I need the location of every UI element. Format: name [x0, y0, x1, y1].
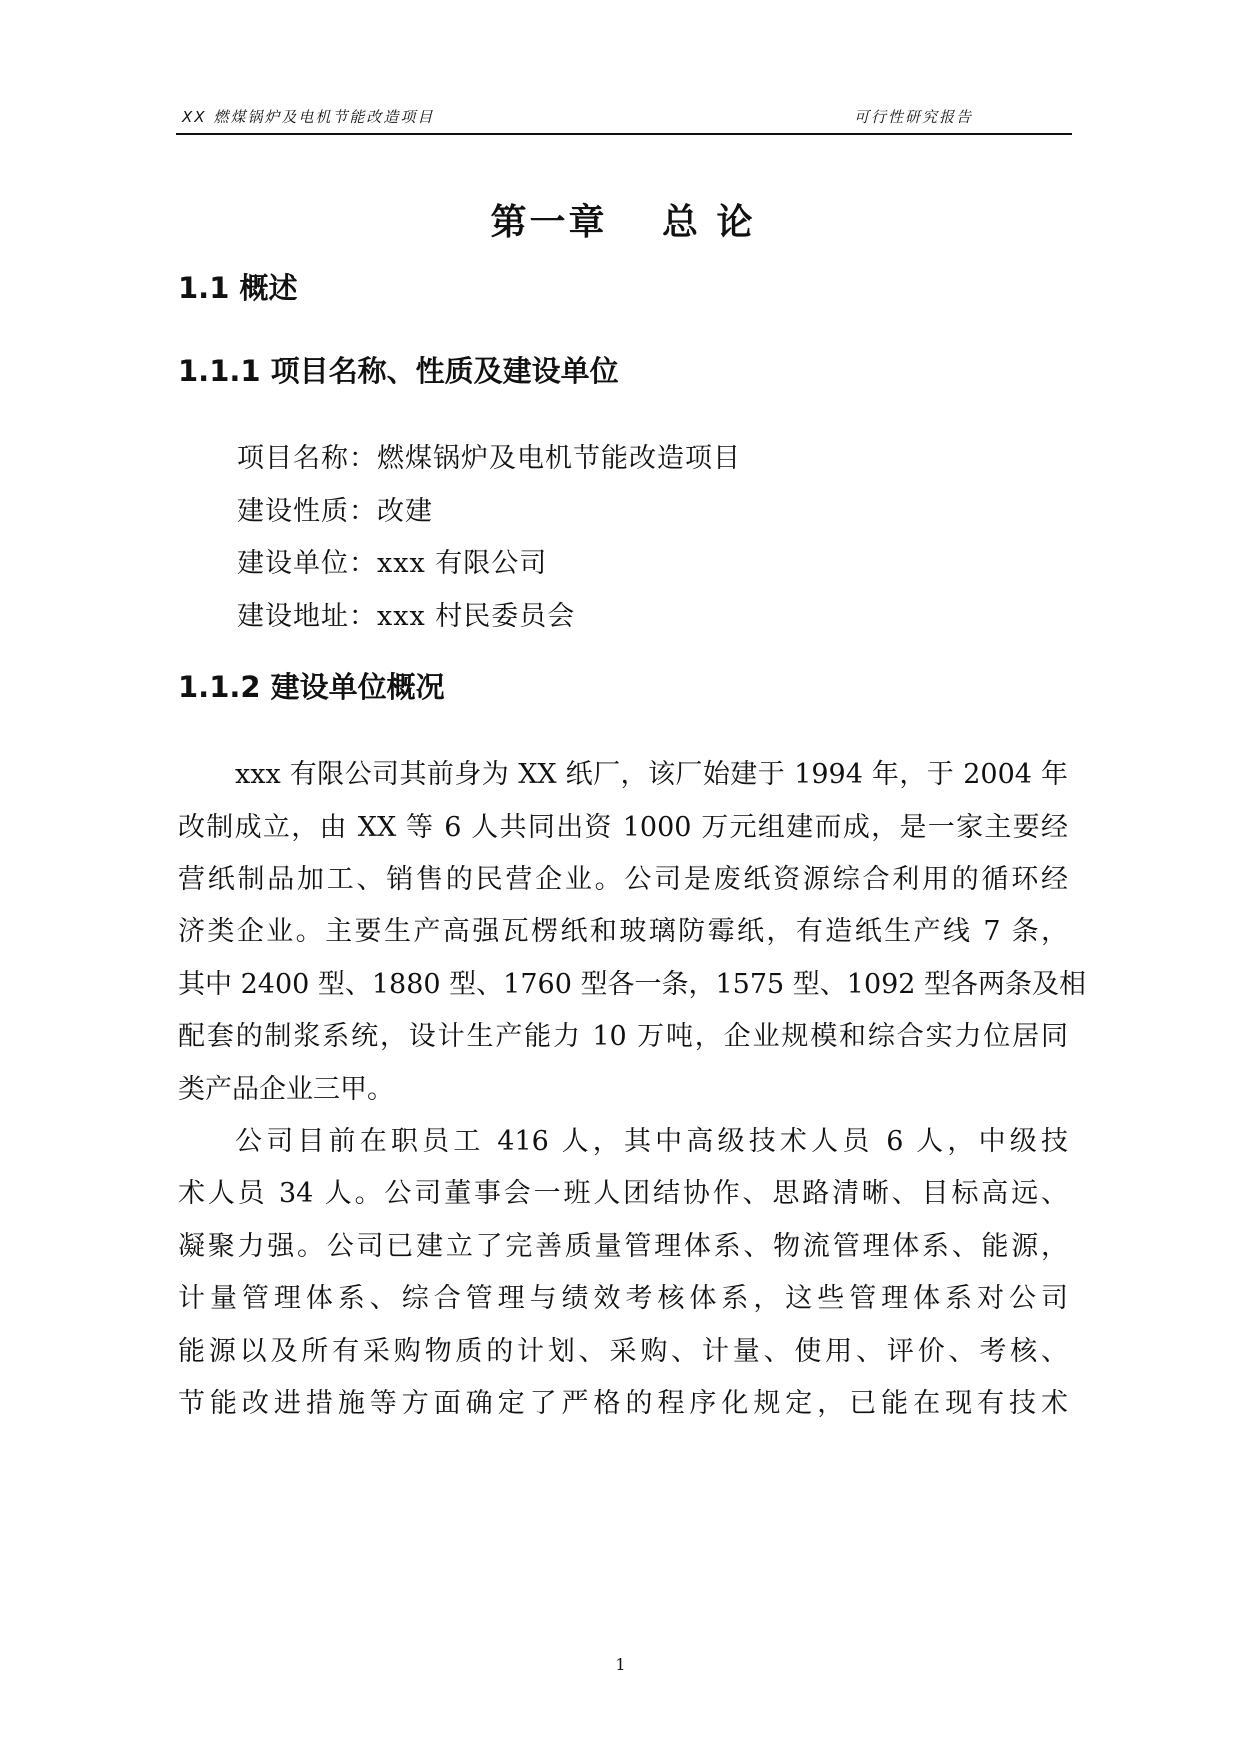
- chapter-title: 第一章 总 论: [490, 202, 756, 243]
- paragraph-line: 计量管理体系、综合管理与绩效考核体系，这些管理体系对公司: [178, 1283, 1068, 1314]
- paragraph-line: 其中 2400 型、1880 型、1760 型各一条，1575 型、1092 型各两条及相: [178, 969, 1087, 1000]
- header-divider: [176, 133, 1072, 135]
- paragraph-line: 济类企业。主要生产高强瓦楞纸和玻璃防霉纸，有造纸生产线 7 条，: [178, 916, 1068, 947]
- page-number: 1: [615, 1655, 626, 1674]
- field-construction-address: 建设地址：xxx 村民委员会: [237, 601, 576, 632]
- field-project-name: 项目名称：燃煤锅炉及电机节能改造项目: [237, 443, 741, 474]
- field-construction-type: 建设性质：改建: [237, 496, 433, 527]
- section-heading-1-1-1: 1.1.1 项目名称、性质及建设单位: [178, 354, 619, 388]
- field-construction-unit: 建设单位：xxx 有限公司: [237, 548, 548, 579]
- header-project-name: XX 燃煤锅炉及电机节能改造项目: [182, 108, 435, 126]
- section-heading-1-1: 1.1 概述: [178, 271, 298, 305]
- paragraph-line: 节能改进措施等方面确定了严格的程序化规定，已能在现有技术: [178, 1388, 1068, 1419]
- paragraph-line: 改制成立，由 XX 等 6 人共同出资 1000 万元组建而成，是一家主要经: [178, 812, 1068, 843]
- paragraph-line: 能源以及所有采购物质的计划、采购、计量、使用、评价、考核、: [178, 1336, 1068, 1367]
- paragraph-line: 配套的制浆系统，设计生产能力 10 万吨，企业规模和综合实力位居同: [178, 1021, 1068, 1052]
- paragraph-line: 术人员 34 人。公司董事会一班人团结协作、思路清晰、目标高远、: [178, 1178, 1068, 1209]
- paragraph-line: 公司目前在职员工 416 人，其中高级技术人员 6 人，中级技: [235, 1126, 1068, 1157]
- running-header: [176, 104, 1070, 128]
- paragraph-line: xxx 有限公司其前身为 XX 纸厂，该厂始建于 1994 年，于 2004 年: [235, 759, 1068, 790]
- section-heading-1-1-2: 1.1.2 建设单位概况: [178, 670, 445, 704]
- paragraph-line: 营纸制品加工、销售的民营企业。公司是废纸资源综合利用的循环经: [178, 864, 1068, 895]
- paragraph-line: 凝聚力强。公司已建立了完善质量管理体系、物流管理体系、能源，: [178, 1231, 1068, 1262]
- paragraph-line: 类产品企业三甲。: [178, 1074, 394, 1105]
- header-report-type: 可行性研究报告: [854, 108, 974, 126]
